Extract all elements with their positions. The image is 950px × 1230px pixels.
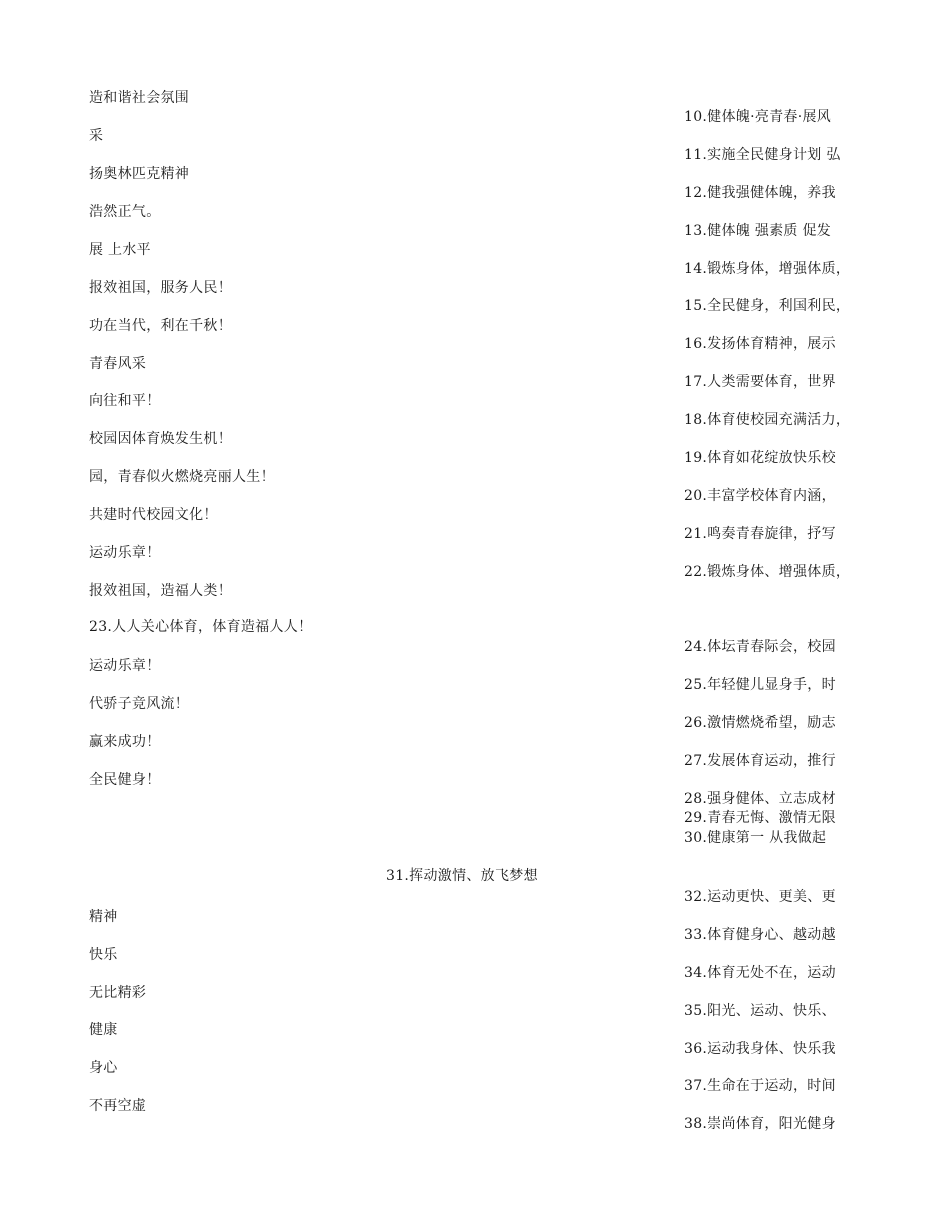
text-line: 扬奥林匹克精神 [89,166,190,182]
text-line: 采 [89,128,104,144]
text-line: 运动乐章！ [89,545,161,561]
slogan-item: 20.丰富学校体育内涵， [684,488,836,504]
text-line: 不再空虚 [89,1098,147,1114]
slogan-item: 24.体坛青春际会，校园 [684,639,836,655]
slogan-item: 35.阳光、运动、快乐、 [684,1003,836,1019]
slogan-item: 23.人人关心体育，体育造福人人！ [89,619,313,635]
slogan-item: 34.体育无处不在，运动 [684,965,836,981]
text-line: 赢来成功！ [89,734,161,750]
text-line: 共建时代校园文化！ [89,507,218,523]
slogan-item: 17.人类需要体育，世界 [684,374,836,390]
text-line: 功在当代，利在千秋！ [89,318,232,334]
slogan-item: 22.锻炼身体、增强体质， [684,564,851,580]
text-line: 运动乐章！ [89,658,161,674]
slogan-item: 30.健康第一 从我做起 [684,830,827,846]
text-line: 校园因体育焕发生机！ [89,431,232,447]
text-line: 全民健身！ [89,772,161,788]
text-line: 报效祖国，服务人民！ [89,280,232,296]
text-line: 快乐 [89,947,118,963]
text-line: 展 上水平 [89,242,151,258]
slogan-item: 26.激情燃烧希望，励志 [684,715,836,731]
text-line: 报效祖国，造福人类！ [89,583,232,599]
slogan-item: 16.发扬体育精神，展示 [684,336,836,352]
text-line: 园，青春似火燃烧亮丽人生！ [89,469,275,485]
text-line: 浩然正气。 [89,204,161,220]
slogan-item: 11.实施全民健身计划 弘 [684,147,841,163]
text-line: 向往和平！ [89,393,161,409]
slogan-item: 36.运动我身体、快乐我 [684,1041,836,1057]
slogan-item: 15.全民健身，利国利民， [684,298,851,314]
slogan-item: 21.鸣奏青春旋律，抒写 [684,526,836,542]
slogan-item: 19.体育如花绽放快乐校 [684,450,836,466]
slogan-item: 33.体育健身心、越动越 [684,927,836,943]
text-line: 健康 [89,1022,118,1038]
slogan-item: 29.青春无悔、激情无限 [684,810,836,826]
slogan-item: 31.挥动激情、放飞梦想 [386,868,538,884]
slogan-item: 10.健体魄·亮青春·展风 [684,109,832,125]
slogan-item: 18.体育使校园充满活力， [684,412,851,428]
slogan-item: 14.锻炼身体，增强体质， [684,261,851,277]
text-line: 无比精彩 [89,985,147,1001]
slogan-item: 27.发展体育运动，推行 [684,753,836,769]
slogan-item: 37.生命在于运动，时间 [684,1078,836,1094]
text-line: 造和谐社会氛围 [89,90,190,106]
slogan-item: 32.运动更快、更美、更 [684,889,836,905]
slogan-item: 13.健体魄 强素质 促发 [684,223,832,239]
text-line: 精神 [89,909,118,925]
slogan-item: 12.健我强健体魄，养我 [684,185,836,201]
slogan-item: 28.强身健体、立志成材 [684,791,836,807]
slogan-item: 25.年轻健儿显身手，时 [684,677,836,693]
slogan-item: 38.崇尚体育，阳光健身 [684,1116,836,1132]
text-line: 身心 [89,1060,118,1076]
text-line: 青春风采 [89,356,147,372]
text-line: 代骄子竞风流！ [89,696,190,712]
